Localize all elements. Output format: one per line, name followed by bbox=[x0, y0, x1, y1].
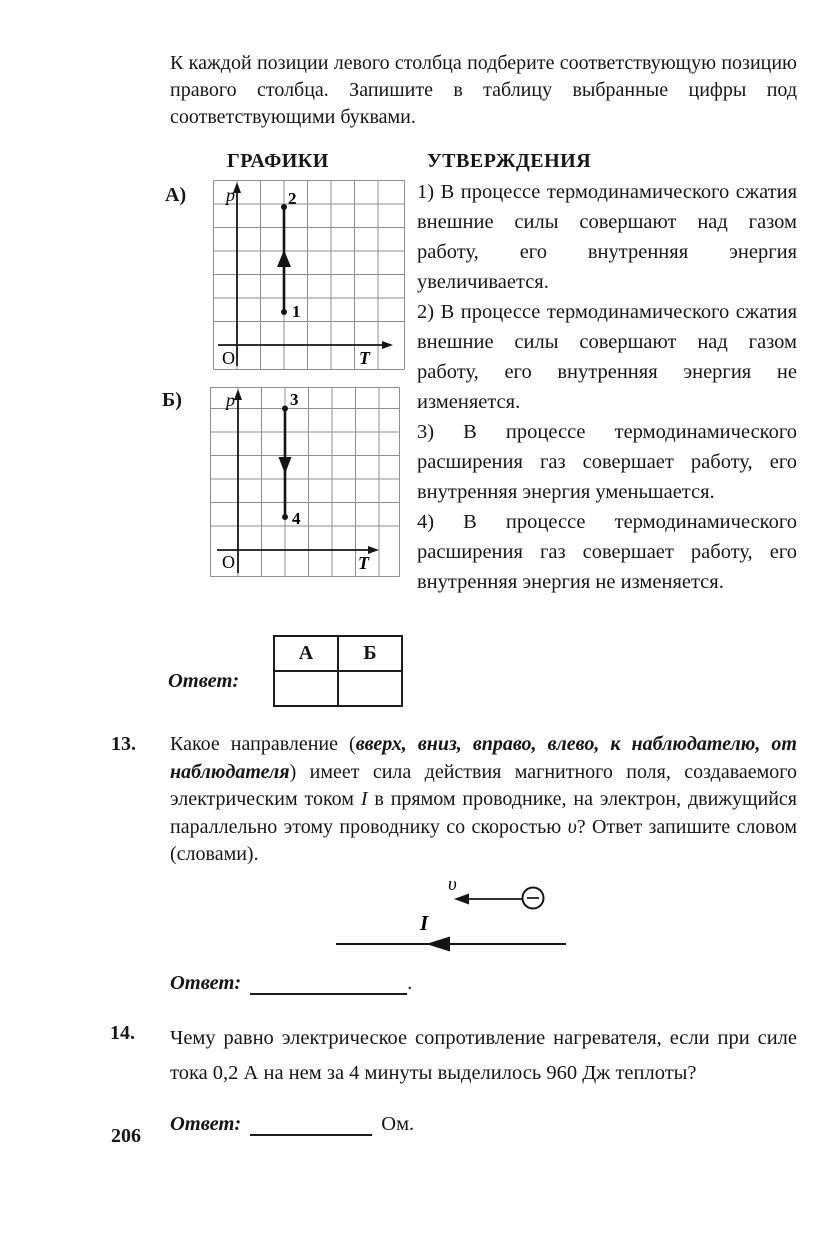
q13-text-start: Какое направление ( bbox=[170, 733, 356, 755]
velocity-arrowhead bbox=[454, 894, 469, 905]
q13-text-mid2: в прямом проводнике, на электрон, движущийся параллельно этому проводнику со скоростью bbox=[170, 788, 797, 838]
question-14-number: 14. bbox=[110, 1022, 135, 1044]
graph-b-p-axis-arrow bbox=[234, 389, 242, 400]
graph-b-y-label: p bbox=[226, 390, 235, 410]
statement-4: 4) В процессе термодинамического расширения газ совершает работу, его внутренняя энергия не изменяется. bbox=[417, 511, 797, 593]
graph-a-t-axis-arrow bbox=[382, 341, 393, 349]
matching-answer-table bbox=[273, 635, 403, 707]
graph-b-t-axis-arrow bbox=[368, 546, 379, 554]
q13-answer-blank bbox=[250, 975, 407, 995]
graph-a-label: А) bbox=[165, 184, 187, 206]
graph-b-axes bbox=[217, 395, 372, 573]
q13-text-end: ? Ответ запишите словом (словами). bbox=[170, 815, 797, 865]
graph-b-origin-label: O bbox=[222, 552, 235, 572]
graph-b-x-label: T bbox=[358, 553, 369, 573]
q13-current-electron-diagram bbox=[330, 862, 580, 957]
graph-a-x-label: T bbox=[359, 348, 370, 368]
graph-b-point-4-label: 4 bbox=[292, 509, 301, 528]
statements-column-header: УТВЕРЖДЕНИЯ bbox=[427, 150, 592, 172]
matching-answer-label: Ответ: bbox=[168, 670, 240, 692]
graph-b-label: Б) bbox=[162, 389, 182, 411]
graph-a-grid bbox=[214, 181, 405, 370]
graph-a-point-1-label: 1 bbox=[292, 302, 301, 321]
electron-icon bbox=[523, 888, 544, 909]
answer-table-cell-a bbox=[274, 671, 338, 706]
statement-3: 3) В процессе термодинамического расширения газ совершает работу, его внутренняя энергия уменьшается. bbox=[417, 421, 797, 503]
statements-list bbox=[417, 177, 797, 597]
graph-a-up-arrow bbox=[277, 250, 291, 267]
velocity-label: υ bbox=[448, 874, 457, 895]
graph-a-y-label: p bbox=[226, 185, 235, 205]
current-arrowhead bbox=[426, 937, 450, 952]
question-13-text bbox=[170, 731, 797, 869]
statement-2: 2) В процессе термодинамического сжатия внешние силы совершают над газом работу, его внутренняя энергия не изменяется. bbox=[417, 301, 797, 413]
page-number: 206 bbox=[111, 1125, 141, 1147]
graph-b-pT-chart bbox=[210, 387, 400, 577]
graph-a-point-2-label: 2 bbox=[288, 189, 297, 208]
q13-answer-label: Ответ: bbox=[170, 972, 242, 994]
graph-b-down-arrow bbox=[279, 457, 292, 474]
graph-a-origin-label: O bbox=[222, 348, 235, 368]
q14-answer-blank bbox=[250, 1116, 372, 1136]
current-label: I bbox=[420, 911, 429, 935]
answer-table-header-a: А bbox=[274, 636, 338, 671]
graph-a-pT-chart bbox=[213, 180, 405, 370]
graph-a-axes bbox=[218, 188, 386, 366]
q13-text-mid1: ) имеет сила действия магнитного поля, создаваемого электрическим током bbox=[170, 760, 797, 810]
intro-paragraph: К каждой позиции левого столбца подберите соответствующую позицию правого столбца. Запишите в таблицу выбранные цифры под соответствующими буквами. bbox=[170, 52, 797, 128]
q14-answer-row bbox=[170, 1113, 414, 1136]
q13-velocity-symbol: υ bbox=[567, 815, 577, 838]
q13-current-symbol: I bbox=[360, 788, 368, 810]
question-14-text: Чему равно электрическое сопротивление нагревателя, если при силе тока 0,2 А на нем за 4 минуты выделилось 960 Дж теплоты? bbox=[170, 1027, 797, 1084]
q14-answer-unit: Ом. bbox=[381, 1113, 415, 1135]
graphs-column-header: ГРАФИКИ bbox=[227, 150, 329, 172]
graph-b-point-3-label: 3 bbox=[290, 390, 299, 409]
answer-table-cell-b bbox=[338, 671, 402, 706]
statement-1: 1) В процессе термодинамического сжатия внешние силы совершают над газом работу, его внутренняя энергия увеличивается. bbox=[417, 181, 797, 293]
answer-table-header-b: Б bbox=[338, 636, 402, 671]
q14-answer-label: Ответ: bbox=[170, 1113, 242, 1135]
question-13-number: 13. bbox=[111, 733, 136, 755]
q13-answer-period: . bbox=[407, 972, 413, 994]
q13-answer-row bbox=[170, 972, 412, 995]
q13-direction-options: вверх, вниз, вправо, влево, к наблюдателю, от наблюдателя bbox=[170, 733, 797, 783]
